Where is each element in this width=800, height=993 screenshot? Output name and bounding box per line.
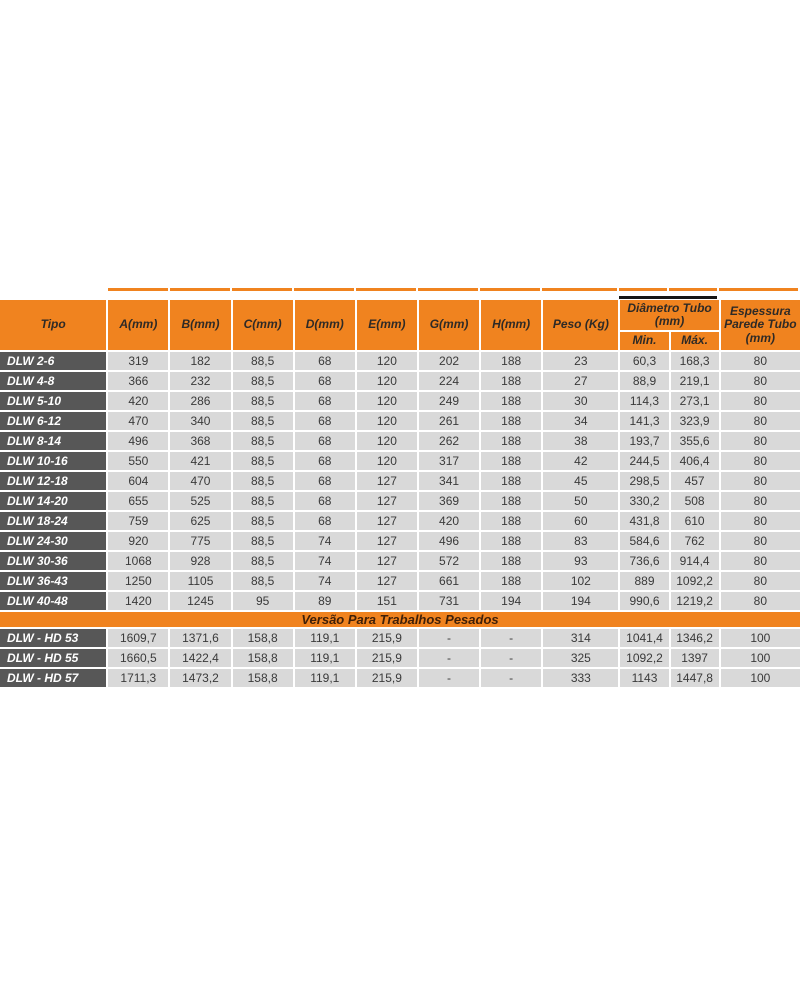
table-cell: 550 [108,452,168,470]
table-cell: 406,4 [671,452,719,470]
table-cell: 736,6 [620,552,668,570]
table-cell: 604 [108,472,168,490]
table-cell: 224 [419,372,479,390]
table-cell: 920 [108,532,168,550]
spec-table [0,298,800,689]
table-cell: 68 [295,452,355,470]
accent-segment [542,288,617,291]
table-cell: 262 [419,432,479,450]
table-row [0,592,800,610]
table-cell: 219,1 [671,372,719,390]
table-cell: 202 [419,352,479,370]
table-cell: 80 [721,452,800,470]
table-cell: 120 [357,392,417,410]
table-cell: 661 [419,572,479,590]
table-cell: 127 [357,472,417,490]
table-cell: 120 [357,412,417,430]
table-cell: 1420 [108,592,168,610]
table-cell: 68 [295,472,355,490]
table-cell: 194 [481,592,541,610]
column-header-max: Máx. [671,332,719,350]
table-cell: 431,8 [620,512,668,530]
table-cell: 273,1 [671,392,719,410]
table-cell: 215,9 [357,629,417,647]
table-cell: 80 [721,532,800,550]
table-cell: 215,9 [357,649,417,667]
accent-segment [418,288,478,291]
table-cell: 1397 [671,649,719,667]
table-cell: 89 [295,592,355,610]
table-cell: 314 [543,629,618,647]
section-banner-label: Versão Para Trabalhos Pesados [0,612,800,627]
table-cell: 74 [295,532,355,550]
column-header-peso: Peso (Kg) [543,300,618,350]
row-header: DLW 8-14 [0,432,106,450]
table-cell: 127 [357,572,417,590]
table-cell: 34 [543,412,618,430]
table-cell: 1250 [108,572,168,590]
table-cell: 100 [721,649,800,667]
column-header-e: E(mm) [357,300,417,350]
table-cell: 168,3 [671,352,719,370]
table-cell: 188 [481,532,541,550]
table-cell: 120 [357,352,417,370]
table-cell: 775 [170,532,230,550]
table-cell: 366 [108,372,168,390]
table-cell: 141,3 [620,412,668,430]
table-row [0,472,800,490]
row-header: DLW - HD 57 [0,669,106,687]
table-cell: 914,4 [671,552,719,570]
table-cell: 68 [295,372,355,390]
column-header-espessura: Espessura Parede Tubo (mm) [721,300,800,350]
table-cell: 1711,3 [108,669,168,687]
table-cell: 158,8 [233,649,293,667]
column-header-c: C(mm) [233,300,293,350]
table-cell: 731 [419,592,479,610]
table-cell: 188 [481,492,541,510]
table-cell: 317 [419,452,479,470]
table-cell: 1068 [108,552,168,570]
accent-segment [232,288,292,291]
table-cell: 93 [543,552,618,570]
accent-segment [719,288,798,291]
table-cell: 188 [481,412,541,430]
table-cell: 68 [295,392,355,410]
row-header: DLW 14-20 [0,492,106,510]
table-row [0,352,800,370]
table-cell: 928 [170,552,230,570]
table-cell: 30 [543,392,618,410]
table-cell: 232 [170,372,230,390]
table-cell: 325 [543,649,618,667]
table-cell: 119,1 [295,649,355,667]
table-cell: 496 [419,532,479,550]
table-cell: 1105 [170,572,230,590]
accent-segment [294,288,354,291]
table-cell: 188 [481,572,541,590]
row-header: DLW 12-18 [0,472,106,490]
table-cell: 889 [620,572,668,590]
top-accent-strip [108,288,798,291]
table-cell: 119,1 [295,629,355,647]
table-cell: 188 [481,352,541,370]
table-cell: 188 [481,452,541,470]
row-header: DLW 4-8 [0,372,106,390]
table-cell: 45 [543,472,618,490]
table-cell: 420 [108,392,168,410]
table-cell: 120 [357,452,417,470]
table-cell: 80 [721,592,800,610]
table-cell: 1346,2 [671,629,719,647]
table-cell: 158,8 [233,629,293,647]
table-cell: - [481,669,541,687]
table-cell: 341 [419,472,479,490]
table-cell: 421 [170,452,230,470]
table-row [0,492,800,510]
table-cell: 1245 [170,592,230,610]
table-cell: 333 [543,669,618,687]
table-cell: - [419,629,479,647]
table-cell: 100 [721,669,800,687]
table-cell: 340 [170,412,230,430]
table-cell: 188 [481,472,541,490]
table-cell: 470 [108,412,168,430]
row-header: DLW 5-10 [0,392,106,410]
table-cell: 88,5 [233,472,293,490]
column-header-min: Min. [620,332,668,350]
table-cell: 120 [357,372,417,390]
table-cell: 88,5 [233,492,293,510]
column-header-a: A(mm) [108,300,168,350]
table-cell: 88,5 [233,452,293,470]
table-cell: 80 [721,372,800,390]
table-cell: 38 [543,432,618,450]
table-cell: 158,8 [233,669,293,687]
table-cell: - [419,649,479,667]
row-header: DLW 18-24 [0,512,106,530]
table-cell: 584,6 [620,532,668,550]
table-cell: 80 [721,572,800,590]
table-cell: 1447,8 [671,669,719,687]
section-banner [0,612,800,627]
table-cell: 1371,6 [170,629,230,647]
table-cell: 1092,2 [620,649,668,667]
table-cell: 420 [419,512,479,530]
table-header [0,300,800,350]
accent-segment [356,288,416,291]
accent-segment [669,288,717,291]
table-cell: 68 [295,352,355,370]
table-cell: 355,6 [671,432,719,450]
table-cell: 188 [481,552,541,570]
table-cell: 655 [108,492,168,510]
table-cell: 572 [419,552,479,570]
table-row [0,552,800,570]
standard-rows [0,352,800,610]
accent-segment [108,288,168,291]
table-cell: 127 [357,552,417,570]
column-header-d: D(mm) [295,300,355,350]
table-cell: 1609,7 [108,629,168,647]
table-cell: 369 [419,492,479,510]
row-header: DLW 30-36 [0,552,106,570]
table-cell: 610 [671,512,719,530]
table-cell: 42 [543,452,618,470]
table-row [0,669,800,687]
table-cell: 80 [721,352,800,370]
table-row [0,392,800,410]
table-cell: 249 [419,392,479,410]
table-cell: 68 [295,412,355,430]
table-cell: 50 [543,492,618,510]
table-cell: 151 [357,592,417,610]
row-header: DLW 2-6 [0,352,106,370]
table-cell: 298,5 [620,472,668,490]
table-cell: 120 [357,432,417,450]
table-cell: 990,6 [620,592,668,610]
table-cell: 80 [721,412,800,430]
table-cell: 470 [170,472,230,490]
column-header-h: H(mm) [481,300,541,350]
table-row [0,572,800,590]
table-cell: 127 [357,492,417,510]
table-cell: 1143 [620,669,668,687]
table-cell: 330,2 [620,492,668,510]
table-cell: 323,9 [671,412,719,430]
table-cell: 1660,5 [108,649,168,667]
table-cell: 88,5 [233,532,293,550]
table-cell: 88,5 [233,392,293,410]
table-cell: 182 [170,352,230,370]
table-cell: 102 [543,572,618,590]
table-cell: 80 [721,392,800,410]
table-cell: 60 [543,512,618,530]
table-cell: 496 [108,432,168,450]
table-row [0,432,800,450]
table-cell: 80 [721,432,800,450]
table-cell: 1473,2 [170,669,230,687]
table-cell: 244,5 [620,452,668,470]
column-header-tipo: Tipo [0,300,106,350]
table-row [0,629,800,647]
table-cell: 80 [721,512,800,530]
table-cell: 95 [233,592,293,610]
table-cell: 100 [721,629,800,647]
table-row [0,512,800,530]
table-cell: 80 [721,472,800,490]
table-cell: 525 [170,492,230,510]
table-cell: 127 [357,532,417,550]
table-cell: 1092,2 [671,572,719,590]
table-cell: 188 [481,372,541,390]
table-cell: 127 [357,512,417,530]
table-cell: 759 [108,512,168,530]
table-cell: 68 [295,432,355,450]
accent-segment [480,288,540,291]
table-cell: 457 [671,472,719,490]
column-header-diametro-tubo: Diâmetro Tubo (mm) [620,300,718,330]
table-cell: 88,5 [233,552,293,570]
table-cell: 625 [170,512,230,530]
table-cell: - [481,649,541,667]
table-cell: 1219,2 [671,592,719,610]
table-cell: 193,7 [620,432,668,450]
row-header: DLW 24-30 [0,532,106,550]
table-cell: 1422,4 [170,649,230,667]
table-row [0,372,800,390]
table-cell: 74 [295,552,355,570]
table-cell: 319 [108,352,168,370]
table-cell: 286 [170,392,230,410]
table-cell: 88,5 [233,352,293,370]
table-cell: - [481,629,541,647]
table-cell: 80 [721,492,800,510]
table-cell: 368 [170,432,230,450]
table-cell: 188 [481,432,541,450]
table-cell: 60,3 [620,352,668,370]
table-cell: 88,5 [233,512,293,530]
table-cell: 215,9 [357,669,417,687]
heavy-duty-rows [0,629,800,687]
table-cell: 508 [671,492,719,510]
table-cell: 88,9 [620,372,668,390]
row-header: DLW - HD 55 [0,649,106,667]
table-cell: 1041,4 [620,629,668,647]
table-cell: 74 [295,572,355,590]
table-row [0,649,800,667]
table-cell: 68 [295,512,355,530]
row-header: DLW 10-16 [0,452,106,470]
row-header: DLW 36-43 [0,572,106,590]
table-cell: 188 [481,392,541,410]
table-cell: 88,5 [233,572,293,590]
accent-segment [170,288,230,291]
table-row [0,452,800,470]
table-cell: 188 [481,512,541,530]
table-cell: 762 [671,532,719,550]
table-cell: 88,5 [233,372,293,390]
table-cell: 88,5 [233,412,293,430]
table-row [0,532,800,550]
table-cell: - [419,669,479,687]
column-header-b: B(mm) [170,300,230,350]
row-header: DLW 40-48 [0,592,106,610]
table-cell: 23 [543,352,618,370]
table-cell: 88,5 [233,432,293,450]
accent-segment [619,288,667,291]
table-cell: 27 [543,372,618,390]
table-cell: 261 [419,412,479,430]
table-cell: 114,3 [620,392,668,410]
table-cell: 80 [721,552,800,570]
column-header-g: G(mm) [419,300,479,350]
row-header: DLW 6-12 [0,412,106,430]
table-cell: 83 [543,532,618,550]
table-cell: 119,1 [295,669,355,687]
table-row [0,412,800,430]
table-cell: 68 [295,492,355,510]
table-cell: 194 [543,592,618,610]
row-header: DLW - HD 53 [0,629,106,647]
